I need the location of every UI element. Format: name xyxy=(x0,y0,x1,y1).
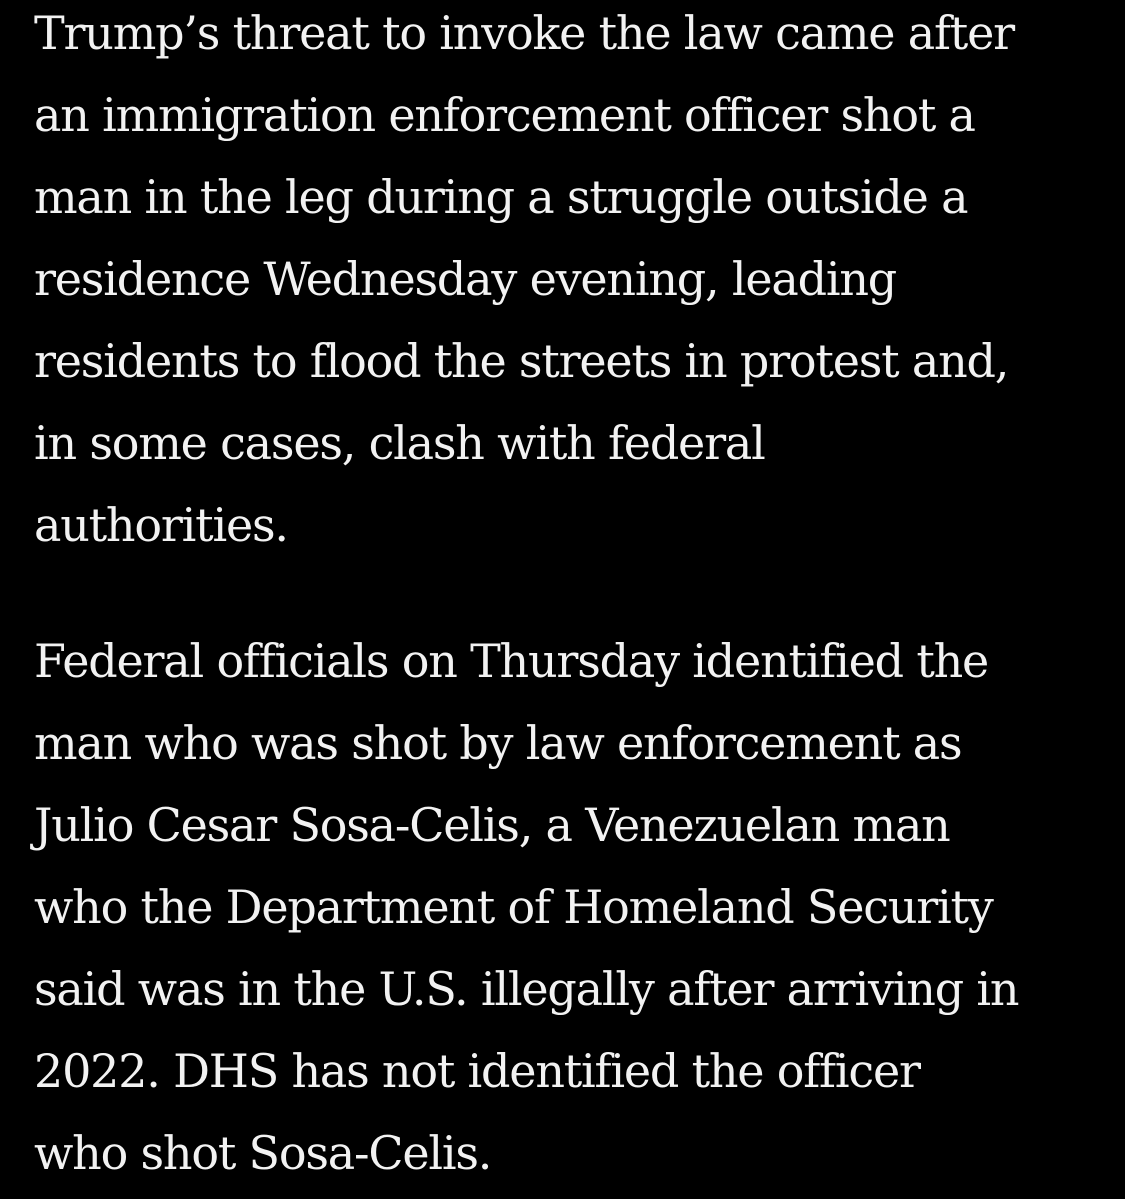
paragraph-line: residence Wednesday evening, leading xyxy=(34,252,897,306)
paragraph-line: 2022. DHS has not identified the officer xyxy=(34,1044,920,1098)
paragraph-line: who the Department of Homeland Security xyxy=(34,880,993,934)
paragraph-line: residents to flood the streets in protest and, xyxy=(34,334,1009,388)
paragraph-line: man who was shot by law enforcement as xyxy=(34,716,962,770)
paragraph-line: authorities. xyxy=(34,498,288,552)
article-paragraph-2 xyxy=(34,620,1109,1194)
paragraph-line: said was in the U.S. illegally after arriving in xyxy=(34,962,1019,1016)
paragraph-line: Julio Cesar Sosa-Celis, a Venezuelan man xyxy=(34,798,950,852)
paragraph-line: an immigration enforcement officer shot a xyxy=(34,88,975,142)
paragraph-line: who shot Sosa-Celis. xyxy=(34,1126,492,1180)
paragraph-line: man in the leg during a struggle outside a xyxy=(34,170,968,224)
paragraph-line: Trump’s threat to invoke the law came after xyxy=(34,6,1014,60)
article-body xyxy=(34,0,1109,1194)
article-paragraph-1 xyxy=(34,0,1109,566)
paragraph-line: in some cases, clash with federal xyxy=(34,416,765,470)
paragraph-line: Federal officials on Thursday identified the xyxy=(34,634,989,688)
